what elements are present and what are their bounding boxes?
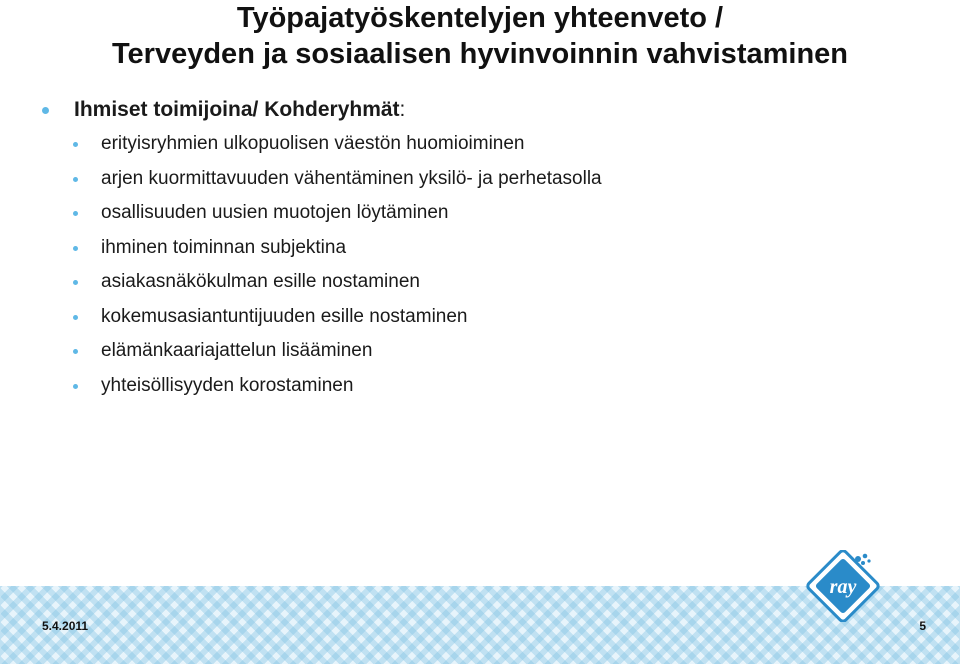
bullet-dot-icon: [73, 246, 78, 251]
slide-content: [40, 96, 920, 406]
slide-title: [0, 0, 960, 72]
list-item: [40, 337, 920, 372]
list-item-text: yhteisöllisyyden korostaminen: [101, 374, 354, 396]
list-item-text: ihminen toiminnan subjektina: [101, 236, 347, 258]
list-item-text: asiakasnäkökulman esille nostaminen: [101, 271, 420, 292]
logo-text: ray: [829, 576, 857, 598]
list-item-text: osallisuuden uusien muotojen löytäminen: [101, 202, 449, 223]
section-heading-colon: :: [399, 98, 406, 121]
list-item: [40, 372, 920, 407]
section-heading-text: Ihmiset toimijoina/ Kohderyhmät: [74, 98, 400, 121]
list-item: [40, 199, 920, 234]
list-item: [40, 303, 920, 338]
list-item-text: arjen kuormittavuuden vähentäminen yksilö- ja perhetasolla: [101, 167, 602, 189]
list-item: [40, 234, 920, 269]
bullet-dot-icon: [73, 142, 78, 147]
bullet-dot-icon: [73, 211, 78, 216]
list-item: [40, 268, 920, 303]
footer-date: 5.4.2011: [42, 619, 89, 633]
bullet-dot-icon: [73, 280, 78, 285]
list-item-text: kokemusasiantuntijuuden esille nostaminen: [101, 305, 468, 327]
bullet-dot-icon: [73, 384, 78, 389]
list-item-text: erityisryhmien ulkopuolisen väestön huomioiminen: [101, 133, 525, 154]
bullet-dot-icon: [73, 177, 78, 182]
ray-logo-icon: [798, 550, 888, 622]
list-item: [40, 165, 920, 200]
list-item: [40, 130, 920, 165]
section-heading: [40, 96, 920, 130]
title-line-2: Terveyden ja sosiaalisen hyvinvoinnin vahvistaminen: [111, 38, 849, 70]
title-line-1: Työpajatyöskentelyjen yhteenveto /: [236, 2, 724, 34]
bullet-dot-icon: [73, 349, 78, 354]
page-number: 5: [919, 619, 926, 633]
bullet-list: [40, 130, 920, 406]
bullet-dot-icon: [73, 315, 78, 320]
list-item-text: elämänkaariajattelun lisääminen: [101, 340, 373, 361]
bullet-dot-icon: [42, 107, 49, 114]
